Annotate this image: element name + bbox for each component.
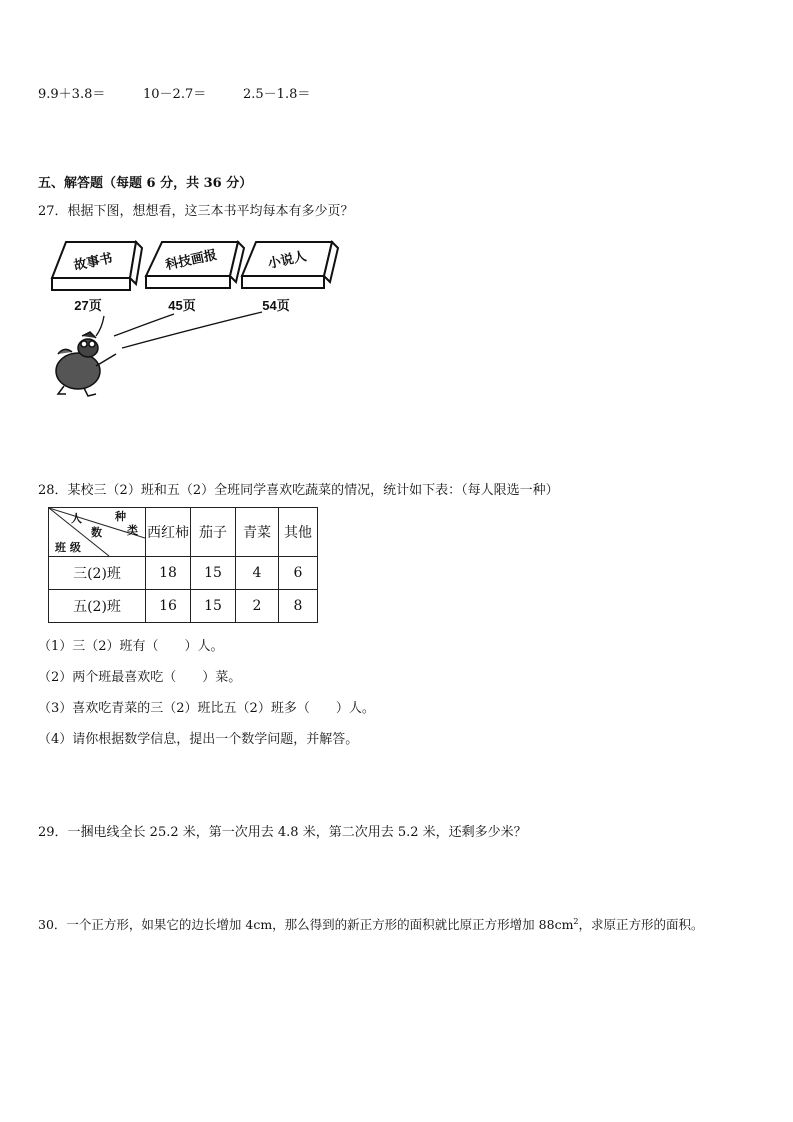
- corner-label-ren: 人: [71, 512, 82, 525]
- question-29: 29．一捆电线全长 25.2 米，第一次用去 4.8 米，第二次用去 5.2 米，还剩多少米？: [38, 825, 527, 840]
- q28-sub-1: （1）三（2）班有（ ）人。: [38, 639, 224, 654]
- arith-1: 9.9＋3.8＝: [38, 87, 106, 102]
- column-header: 青菜: [236, 508, 279, 557]
- table-cell: 8: [279, 590, 318, 623]
- table-row: [49, 557, 318, 590]
- book-1-pages: 27页: [74, 298, 102, 313]
- book-2-cover-text: 科技画报: [164, 247, 219, 274]
- corner-label-zhong: 种: [115, 510, 126, 523]
- q30-text-before: 30．一个正方形，如果它的边长增加 4cm，那么得到的新正方形的面积就比原正方形增加 88cm: [38, 917, 574, 932]
- section-title: 五、解答题（每题 6 分，共 36 分）: [38, 176, 253, 191]
- book-2-pages: 45页: [168, 298, 196, 313]
- table-cell: 2: [236, 590, 279, 623]
- row-label: 三(2)班: [49, 557, 146, 590]
- q28-sub-3: （3）喜欢吃青菜的三（2）班比五（2）班多（ ）人。: [38, 701, 375, 716]
- table-corner-cell: [49, 508, 146, 557]
- q30-text-after: ，求原正方形的面积。: [578, 917, 704, 932]
- book-3-pages: 54页: [262, 298, 290, 313]
- table-cell: 16: [146, 590, 191, 623]
- column-header: 茄子: [191, 508, 236, 557]
- question-27: 27．根据下图，想想看，这三本书平均每本有多少页？: [38, 204, 354, 219]
- question-28: 28．某校三（2）班和五（2）全班同学喜欢吃蔬菜的情况，统计如下表：（每人限选一种）: [38, 483, 559, 498]
- row-label: 五(2)班: [49, 590, 146, 623]
- corner-label-lei: 类: [127, 524, 138, 537]
- book-1-cover-text: 故事书: [72, 251, 114, 274]
- vegetable-table: [48, 507, 318, 623]
- column-header: 其他: [279, 508, 318, 557]
- table-cell: 15: [191, 590, 236, 623]
- table-row: [49, 590, 318, 623]
- book-3: [242, 242, 338, 288]
- book-2: [146, 242, 244, 288]
- eggplant-character-icon: [56, 332, 116, 396]
- arith-2: 10－2.7＝: [143, 87, 207, 102]
- table-cell: 18: [146, 557, 191, 590]
- corner-label-shu: 数: [91, 526, 102, 539]
- corner-label-banji: 班 级: [55, 541, 81, 554]
- table-cell: 6: [279, 557, 318, 590]
- table-cell: 15: [191, 557, 236, 590]
- q28-sub-2: （2）两个班最喜欢吃（ ）菜。: [38, 670, 242, 685]
- book-1: [52, 242, 142, 290]
- q30-superscript: 2: [573, 916, 579, 926]
- table-header-row: [49, 508, 318, 557]
- book-3-cover-text: 小说人: [266, 249, 308, 272]
- arith-3: 2.5－1.8＝: [243, 87, 311, 102]
- table-cell: 4: [236, 557, 279, 590]
- column-header: 西红柿: [146, 508, 191, 557]
- question-30: [38, 915, 704, 933]
- q28-sub-4: （4）请你根据数学信息，提出一个数学问题，并解答。: [38, 732, 359, 747]
- books-illustration: [44, 236, 344, 401]
